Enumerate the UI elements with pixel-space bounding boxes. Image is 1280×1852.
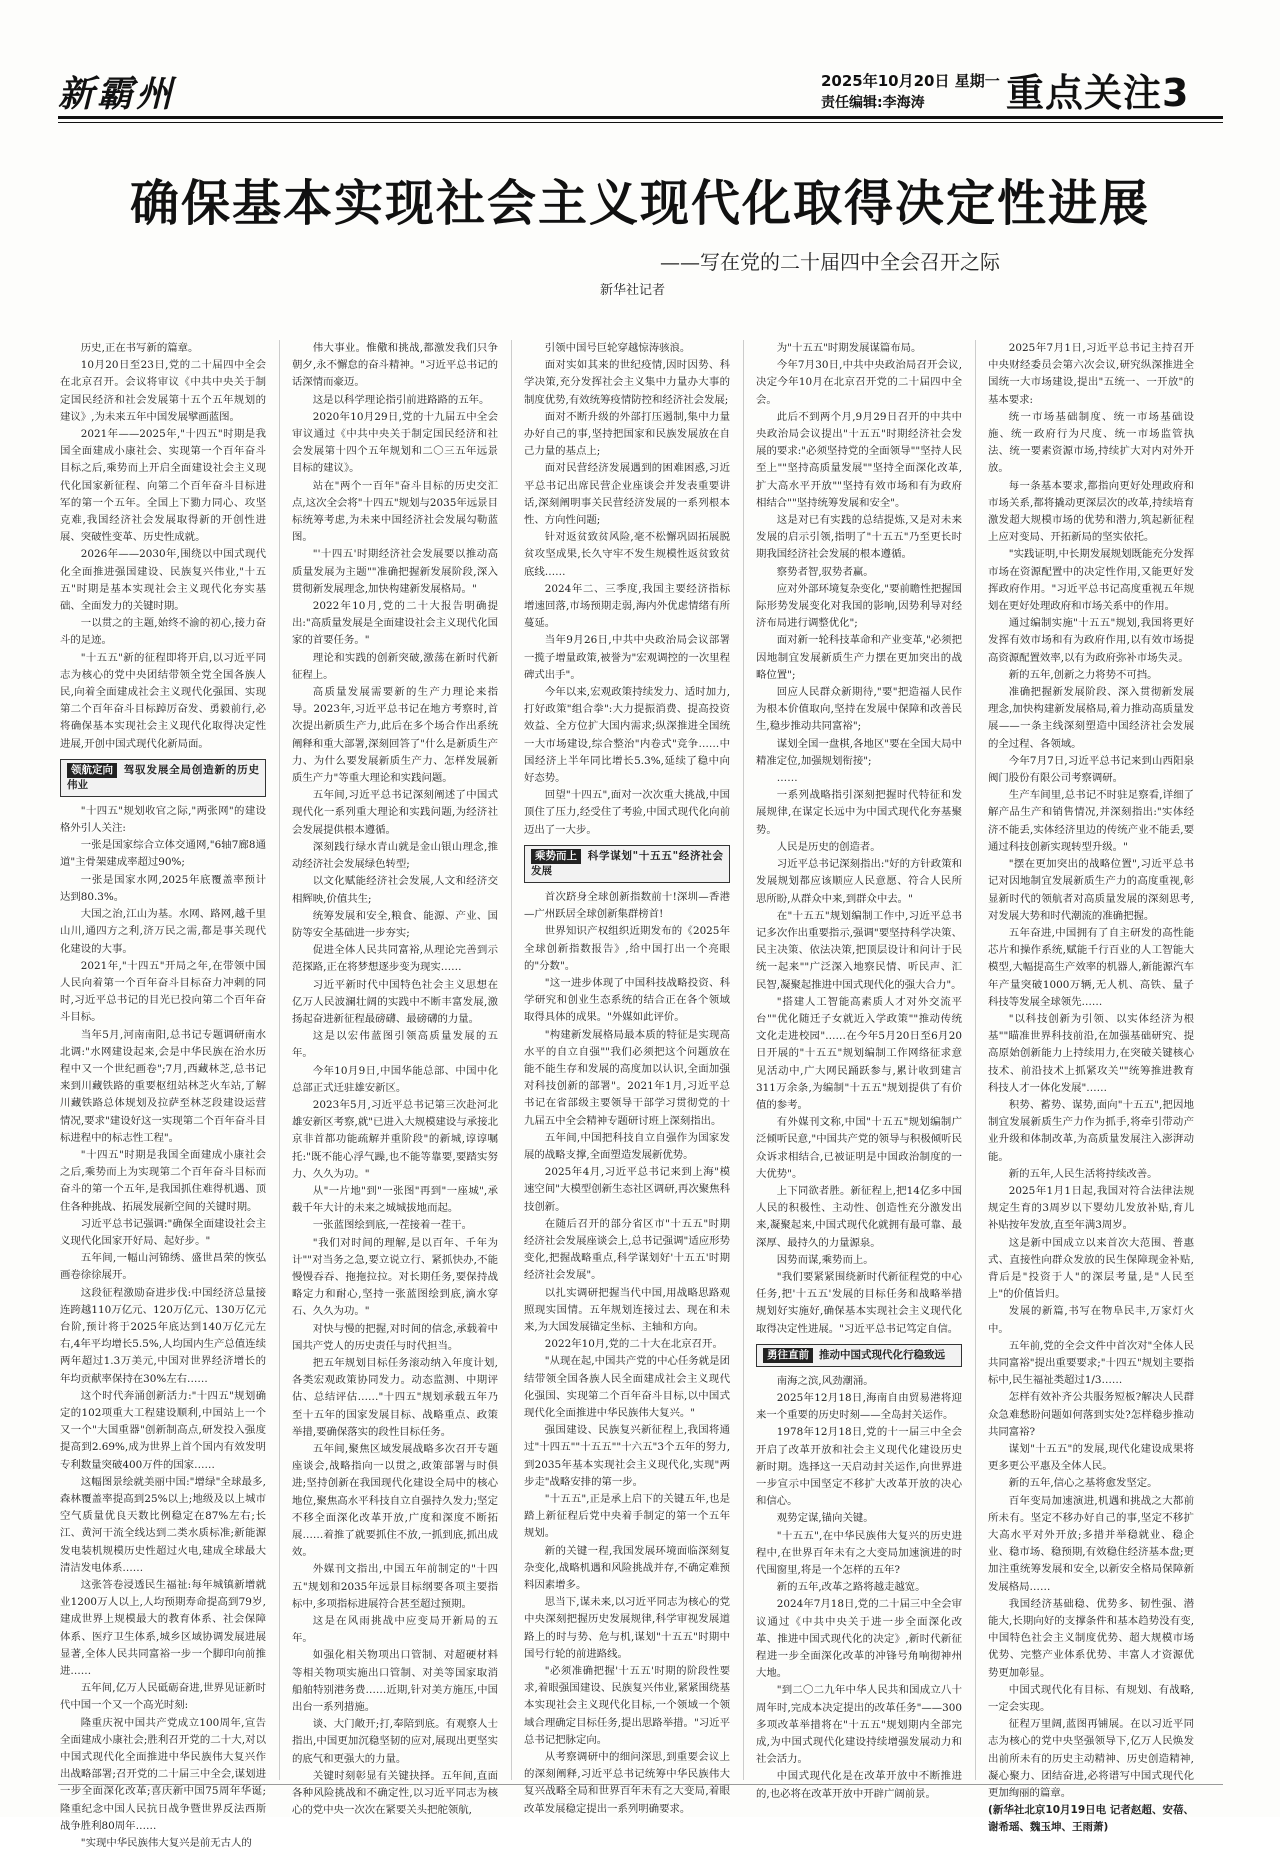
paragraph: "构建新发展格局最本质的特征是实现高水平的自立自强""我们必须把这个问题放在能不能生存和发展的高度加以认识,全面加强对科技创新的部署"。2021年1月,习近平总书记在省部级主要领导干部学习贯彻党的十九届五中全会精神专题研讨班上深刻指出。 xyxy=(524,1028,730,1127)
paragraph: 百年变局加速演进,机遇和挑战之大都前所未有。坚定不移办好自己的事,坚定不移扩大高水平对外开放;多措并举稳就业、稳企业、稳市场、稳预期,有效稳住经济基本盘;更加注重统筹发展和安全,以新安全格局保障新发展格局…… xyxy=(988,1494,1194,1593)
paragraph: 观势定谋,锚向关键。 xyxy=(776,1512,874,1525)
paragraph: 南海之滨,风劲潮涌。 xyxy=(776,1374,874,1387)
column-divider xyxy=(975,340,976,1780)
paragraph: 以文化赋能经济社会发展,人文和经济交相辉映,价值共生; xyxy=(292,875,498,905)
paragraph: "十五五",正是承上启下的关键五年,也是踏上新征程后党中央着手制定的第一个五年规划。 xyxy=(524,1493,730,1540)
paragraph: 对快与慢的把握,对时间的信念,承载着中国共产党人的历史责任与时代担当。 xyxy=(292,1322,498,1352)
paragraph: 2022年10月,党的二十大在北京召开。 xyxy=(544,1338,723,1351)
newspaper-logo: 新霸州 xyxy=(58,73,176,115)
paragraph: 从"一片地"到"一张图"再到"一座城",承载千年大计的未来之城城拔地而起。 xyxy=(292,1184,498,1215)
paragraph: 回应人民群众新期待,"要"把造福人民作为根本价值取向,坚持在发展中保障和改善民生,稳步推动共同富裕"; xyxy=(756,686,962,733)
paragraph: 把五年规划目标任务滚动纳入年度计划,各类宏观政策协同发力。动态监测、中期评估、总结评估……"十四五"规划承载五年乃至十五年的国家发展目标、战略重点、政策举措,要确保落实的段性目标任务。 xyxy=(292,1356,498,1438)
paragraph: 我国经济基础稳、优势多、韧性强、潜能大,长期向好的支撑条件和基本趋势没有变,中国特色社会主义制度优势、超大规模市场优势、完整产业体系优势、丰富人才资源优势更加彰显。 xyxy=(988,1597,1194,1679)
paragraph: 一张是国家水网,2025年底覆盖率预计达到80.3%。 xyxy=(60,873,266,903)
paragraph: 新的五年,信心之基将愈发坚定。 xyxy=(1008,1477,1158,1490)
paragraph: 大国之治,江山为基。水网、路网,越千里山川,通四方之利,济万民之需,都是事关现代化建设的大事。 xyxy=(60,908,266,955)
subheading-tag: 乘势而上 xyxy=(531,849,581,864)
paragraph: 深刻践行绿水青山就是金山银山理念,推动经济社会发展绿色转型; xyxy=(292,840,498,871)
paragraph: 征程万里阔,蓝图再铺展。在以习近平同志为核心的党中央坚强领导下,亿万人民焕发出前所未有的历史主动精神、历史创造精神,凝心聚力、团结奋进,必将谱写中国式现代化更加绚丽的篇章。 xyxy=(988,1718,1194,1800)
paragraph: 五年奋进,中国拥有了自主研发的高性能芯片和操作系统,赋能千行百业的人工智能大模型,大幅提高生产效率的机器人,新能源汽车年产量突破1000万辆,无人机、高铁、量子科技等发展全球领先…… xyxy=(988,926,1194,1008)
paragraph: "从现在起,中国共产党的中心任务就是团结带领全国各族人民全面建成社会主义现代化强国、实现第二个百年奋斗目标,以中国式现代化全面推进中华民族伟大复兴。" xyxy=(524,1355,730,1419)
text-column-2 xyxy=(292,340,498,1817)
paragraph: 2021年——2025年,"十四五"时期是我国全面建成小康社会、实现第一个百年奋斗目标之后,乘势而上开启全面建设社会主义现代化国家新征程、向第二个百年奋斗目标进军的第一个五年。全国上下勠力同心、攻坚克难,我国经济社会发展取得新的开创性进展、突破性变革、历史性成就。 xyxy=(60,428,266,544)
paragraph: 在随后召开的部分省区市"十五五"时期经济社会发展座谈会上,总书记强调"适应形势变化,把握战略重点,科学谋划好'十五五'时期经济社会发展"。 xyxy=(524,1217,730,1282)
paragraph: 习近平总书记强调:"确保全面建设社会主义现代化国家开好局、起好步。" xyxy=(60,1217,266,1247)
paragraph: 外媒刊文指出,中国五年前制定的"十四五"规划和2035年远景目标纲要各项主要指标中,多项指标进展符合甚至超过预期。 xyxy=(292,1563,498,1610)
paragraph: 从考察调研中的细问深思,到重要会议上的深刻阐释,习近平总书记统筹中华民族伟大复兴战略全局和世界百年未有之大变局,着眼改革发展稳定提出一系列明确要求。 xyxy=(524,1751,730,1815)
paragraph: 这个时代奔涌创新活力:"十四五"规划确定的102项重大工程建设顺利,中国站上一个又一个"大国重器"创新制高点,研发投入强度提高到2.69%,成为世界上首个国内有效发明专利数量突破400万件的国家…… xyxy=(60,1389,266,1471)
paragraph: 新的五年,创新之力将势不可挡。 xyxy=(1008,668,1158,681)
paragraph: 这是对已有实践的总结提炼,又是对未来发展的启示引领,指明了"十五五"乃至更长时期我国经济社会发展的根本遵循。 xyxy=(756,514,962,561)
paragraph: 历史,正在书写新的篇章。 xyxy=(80,342,199,354)
masthead-rule xyxy=(58,116,1223,119)
paragraph: 谋划"十五五"的发展,现代化建设成果将更多更公平惠及全体人民。 xyxy=(988,1443,1194,1473)
paragraph: 强国建设、民族复兴新征程上,我国将通过"十四五""十五五""十六五"3个五年的努力,到2035年基本实现社会主义现代化,实现"两步走"战略安排的第一步。 xyxy=(524,1424,730,1488)
paragraph: "十四五"规划收官之际,"两张网"的建设格外引人关注: xyxy=(60,804,266,835)
paragraph: 站在"两个一百年"奋斗目标的历史交汇点,这次全会将"十四五"规划与2035年远景目标统筹考虑,为未来中国经济社会发展勾勒蓝图。 xyxy=(292,479,498,544)
column-divider xyxy=(279,340,280,1780)
paragraph: 2022年10月,党的二十大报告明确提出:"高质量发展是全面建设社会主义现代化国家的首要任务。" xyxy=(292,600,498,647)
paragraph: 新的关键一程,我国发展环境面临深刻复杂变化,战略机遇和风险挑战并存,不确定难预料因素增多。 xyxy=(524,1544,730,1592)
article-subhead: ——写在党的二十届四中全会召开之际 xyxy=(660,250,1000,274)
paragraph: "这一进步体现了中国科技战略投资、科学研究和创业生态系统的结合正在各个领域取得具体的成果。"外媒如此评价。 xyxy=(524,976,730,1024)
paragraph: 谋划全国一盘棋,各地区"要在全国大局中精准定位,加强规划衔接"; xyxy=(756,737,962,767)
subheading-text: 驾驭发展全局创造新的历史伟业 xyxy=(67,763,259,791)
paragraph: 2025年4月,习近平总书记来到上海"模速空间"大模型创新生态社区调研,再次聚焦科技创新。 xyxy=(524,1166,730,1213)
footer-rule xyxy=(58,1784,1223,1785)
paragraph: 隆重庆祝中国共产党成立100周年,宣告全面建成小康社会;胜利召开党的二十大,对以中国式现代化全面推进中华民族伟大复兴作出战略部署;召开党的二十届三中全会,谋划进一步全面深化改革;喜庆新中国75周年华诞;隆重纪念中国人民抗日战争暨世界反法西斯战争胜利80周年…… xyxy=(60,1716,266,1832)
article-credit: (新华社北京10月19日电 记者赵超、安蓓、谢希瑶、魏玉坤、王雨萧) xyxy=(988,1804,1194,1834)
paragraph: 这张答卷浸透民生福祉:每年城镇新增就业1200万人以上,人均预期寿命提高到79岁,建成世界上规模最大的教育体系、社会保障体系、医疗卫生体系,城乡区域协调发展进展显著,全体人民共同富裕一步一个脚印向前推进…… xyxy=(60,1579,266,1678)
paragraph: 世界知识产权组织近期发布的《2025年全球创新指数报告》,给中国打出一个亮眼的"分数"。 xyxy=(524,925,730,972)
text-column-4 xyxy=(756,340,962,1800)
paragraph: 谈、大门敞开;打,奉陪到底。有观察人士指出,中国更加沉稳坚韧的应对,展现出更坚实的底气和更强大的力量。 xyxy=(292,1718,498,1765)
paragraph: 中国式现代化是在改革开放中不断推进的,也必将在改革开放中开辟广阔前景。 xyxy=(756,1770,962,1800)
paragraph: "实践证明,中长期发展规划既能充分发挥市场在资源配置中的决定性作用,又能更好发挥政府作用。"习近平总书记高度重视五年规划在更好处理政府和市场关系中的作用。 xyxy=(988,548,1194,613)
paragraph: 这是以科学理论指引前进路路的五年。 xyxy=(312,393,490,406)
text-column-1 xyxy=(60,340,266,1850)
paragraph: 当年5月,河南南阳,总书记专题调研南水北调:"水网建设起来,会是中华民族在治水历程中又一个世纪画卷";7月,西藏林芝,总书记来到川藏铁路的重要枢纽站林芝火车站,了解川藏铁路总体规划及拉萨至林芝段建设运营情况,要求"建设好这一实现第二个百年奋斗目标进程中的标志性工程"。 xyxy=(60,1028,266,1144)
paragraph: "十五五",在中华民族伟大复兴的历史进程中,在世界百年未有之大变局加速演进的时代围窗里,将是一个怎样的五年? xyxy=(756,1529,962,1577)
paragraph: "摆在更加突出的战略位置",习近平总书记对因地制宜发展新质生产力的高度重视,彰显新时代的领航者对高质量发展的深刻思考,对发展大势和时代潮流的准确把握。 xyxy=(988,858,1194,922)
paragraph: 2024年7月18日,党的二十届三中全会审议通过《中共中央关于进一步全面深化改革、推进中国式现代化的决定》,新时代新征程进一步全面深化改革的冲锋号角响彻神州大地。 xyxy=(756,1598,962,1680)
paragraph: 2025年1月1日起,我国对符合法律法规规定生育的3周岁以下婴幼儿发放补贴,育儿补贴按年发放,直至年满3周岁。 xyxy=(988,1184,1194,1232)
paragraph: 2021年,"十四五"开局之年,在带领中国人民向着第一个百年奋斗目标奋力冲刺的同时,习近平总书记的目光已投向第二个百年奋斗目标。 xyxy=(60,959,266,1024)
section-title: 重点关注3 xyxy=(1006,71,1190,115)
paragraph: 有外媒刊文称,中国"十五五"规划编制广泛倾听民意,"中国共产党的领导与积极倾听民众诉求相结合,已被证明是中国政治制度的一大优势"。 xyxy=(756,1116,962,1180)
subheading-text: 科学谋划"十五五"经济社会发展 xyxy=(531,849,723,877)
subheading-tag: 勇往直前 xyxy=(763,1348,813,1363)
paragraph: 1978年12月18日,党的十一届三中全会开启了改革开放和社会主义现代化建设历史新时期。选择这一天启动封关运作,向世界进一步宣示中国坚定不移扩大改革开放的决心和信心。 xyxy=(756,1426,962,1508)
section-subheading xyxy=(60,759,266,797)
paragraph: 习近平总书记深刻指出:"好的方针政策和发展规划都应该顺应人民意愿、符合人民所思所盼,从群众中来,到群众中去。" xyxy=(756,858,962,905)
paragraph: 面对民营经济发展遇到的困难困惑,习近平总书记出席民营企业座谈会并发表重要讲话,深刻阐明事关民营经济发展的一系列根本性、方向性问题; xyxy=(524,462,730,527)
paragraph: 一以贯之的主题,始终不渝的初心,接力奋斗的足迹。 xyxy=(60,617,266,647)
paragraph: 面对不断升级的外部打压遏制,集中力量办好自己的事,坚持把国家和民族发展放在自己力量的基点上; xyxy=(524,410,730,458)
paragraph: 积势、蓄势、谋势,面向"十五五",把因地制宜发展新质生产力作为抓手,将牵引带动产业升级和体制改革,为高质量发展注入澎湃动能。 xyxy=(988,1098,1194,1163)
paragraph: "到二〇二九年中华人民共和国成立八十周年时,完成本决定提出的改革任务"——300多项改革举措将在"十五五"规划期内全部完成,为中国式现代化建设持续增强发展动力和社会活力。 xyxy=(756,1684,962,1766)
paragraph: 为"十五五"时期发展谋篇布局。 xyxy=(776,342,922,354)
paragraph: 这是以宏伟蓝图引领高质量发展的五年。 xyxy=(292,1030,498,1060)
paragraph: 以扎实调研把握当代中国,用战略思路观照现实国情。五年规划连接过去、现在和未来,为大国发展锚定坐标、主轴和方向。 xyxy=(524,1286,730,1333)
paragraph: 今年7月30日,中共中央政治局召开会议,决定今年10月在北京召开党的二十届四中全会。 xyxy=(756,359,962,406)
paragraph: "必须准确把握'十五五'时期的阶段性要求,着眼强国建设、民族复兴伟业,紧紧围绕基本实现社会主义现代化目标,一个领域一个领域合理确定目标任务,提出思路举措。"习近平总书记把脉定向。 xyxy=(524,1665,730,1746)
paragraph: 如强化相关物项出口管制、对超硬材料等相关物项实施出口管制、对美等国家取消船舶特别港务费……近期,针对美方施压,中国出台一系列措施。 xyxy=(292,1649,498,1714)
paragraph: 五年前,党的全会文件中首次对"全体人民共同富裕"提出重要要求;"十四五"规划主要指标中,民生福祉类超过1/3…… xyxy=(988,1339,1194,1387)
paragraph: "搭建人工智能高素质人才对外交流平台""优化随迁子女就近入学政策""推动传统文化走进校园"……在今年5月20日至6月20日开展的"十五五"规划编制工作网络征求意见活动中,广大网民踊跃参与,累计收到建言311万余条,为编制"十五五"规划提供了有价值的参考。 xyxy=(756,995,962,1111)
paragraph: 一系列战略指引深刻把握时代特征和发展规律,在谋定长远中为中国式现代化夯基聚势。 xyxy=(756,789,962,836)
paragraph: 统一市场基础制度、统一市场基础设施、统一政府行为尺度、统一市场监管执法、统一要素资源市场,持续扩大对内对外开放。 xyxy=(988,410,1194,475)
paragraph: 这是新中国成立以来首次大范围、普惠式、直接性向群众发放的民生保障现金补贴,背后是"投资于人"的深层考量,是"人民至上"的价值旨归。 xyxy=(988,1236,1194,1301)
paragraph: 这是在风雨挑战中应变局开新局的五年。 xyxy=(292,1615,498,1645)
paragraph: 今年以来,宏观政策持续发力、适时加力,打好政策"组合拳":大力提振消费、提高投资效益、全方位扩大国内需求;纵深推进全国统一大市场建设,综合整治"内卷式"竞争……中国经济上半年同比增长5.3%,延续了稳中向好态势。 xyxy=(524,686,730,785)
paragraph: 发展的新篇,书写在物阜民丰,万家灯火中。 xyxy=(988,1305,1194,1335)
paragraph: 五年间,习近平总书记深刻阐述了中国式现代化一系列重大理论和实践问题,为经济社会发展提供根本遵循。 xyxy=(292,789,498,836)
paragraph: "十四五"时期是我国全面建成小康社会之后,乘势而上为实现第二个百年奋斗目标而奋斗的第一个五年,是我国抓住难得机遇、顶住各种挑战、拓展发展新空间的关键时期。 xyxy=(60,1148,266,1213)
paragraph: 五年间,一幅山河锦绣、盛世昌荣的恢弘画卷徐徐展开。 xyxy=(60,1252,266,1282)
paragraph: 面对实如其来的世纪疫情,因时因势、科学决策,充分发挥社会主义集中力量办大事的制度优势,有效统筹疫情防控和经济社会发展; xyxy=(524,359,730,406)
paragraph: "我们要紧紧围绕新时代新征程党的中心任务,把'十五五'发展的目标任务和战略举措规划好实施好,确保基本实现社会主义现代化取得决定性进展。"习近平总书记笃定自信。 xyxy=(756,1270,962,1335)
paragraph: 促进全体人民共同富裕,从理论完善到示范探路,正在将梦想逐步变为现实…… xyxy=(292,944,498,974)
paragraph: 这段征程激励奋进步伐:中国经济总量接连跨越110万亿元、120万亿元、130万亿元台阶,预计将于2025年底达到140万亿元左右,4年平均增长5.5%,人均国内生产总值连续两年超过1.3万美元,中国对世界经济增长的年均贡献率保持在30%左右…… xyxy=(60,1286,266,1385)
paragraph: 新的五年,人民生活将持续改善。 xyxy=(1008,1167,1158,1180)
paragraph: 2025年12月18日,海南自由贸易港将迎来一个重要的历史时刻——全岛封关运作。 xyxy=(756,1391,962,1422)
paragraph: 察势者智,驭势者赢。 xyxy=(776,565,874,578)
paragraph: 理论和实践的创新突破,激荡在新时代新征程上。 xyxy=(292,651,498,681)
masthead-rule-thin xyxy=(58,122,1223,123)
paragraph: "以科技创新为引领、以实体经济为根基""瞄准世界科技前沿,在加强基础研究、提高原始创新能力上持续用力,在突破关键核心技术、前沿技术上抓紧攻关""统筹推进教育科技人才一体化发展"…… xyxy=(988,1012,1194,1094)
paragraph: 关键时刻彰显有关键抉择。五年间,直面各种风险挑战和不确定性,以习近平同志为核心的党中央一次次在紧要关头把舵领航, xyxy=(292,1769,498,1817)
paragraph: 怎样有效补齐公共服务短板?解决人民群众急难愁盼问题如何落到实处?怎样稳步推动共同富裕? xyxy=(988,1391,1194,1438)
paragraph: "十五五"新的征程即将开启,以习近平同志为核心的党中央团结带领全党全国各族人民,向着全面建成社会主义现代化强国、实现第二个百年奋斗目标踔厉奋发、勇毅前行,必将确保基本实现社会主义现代化取得决定性进展,开创中国式现代化新局面。 xyxy=(60,651,266,750)
issue-date: 2025年10月20日 星期一 xyxy=(821,72,1000,90)
article-headline: 确保基本实现社会主义现代化取得决定性进展 xyxy=(129,175,1150,232)
paragraph: 上下同欲者胜。新征程上,把14亿多中国人民的积极性、主动性、创造性充分激发出来,凝聚起来,中国式现代化就拥有最可靠、最深厚、最持久的力量源泉。 xyxy=(756,1184,962,1249)
paragraph: 2026年——2030年,围绕以中国式现代化全面推进强国建设、民族复兴伟业,"十五五"时期是基本实现社会主义现代化夯实基础、全面发力的关键时期。 xyxy=(60,548,266,613)
paragraph: …… xyxy=(776,772,798,785)
paragraph: 每一条基本要求,都指向更好处理政府和市场关系,都将撬动更深层次的改革,持续培育激发超大规模市场的优势和潜力,筑起新征程上应对变局、开拓新局的坚实依托。 xyxy=(988,479,1194,544)
article-byline: 新华社记者 xyxy=(600,283,666,298)
paragraph: 统筹发展和安全,粮食、能源、产业、国防等安全基础进一步夯实; xyxy=(292,909,498,939)
masthead xyxy=(58,62,1223,114)
section-subheading xyxy=(524,845,730,883)
column-divider xyxy=(511,340,512,1780)
paragraph: "'十四五'时期经济社会发展要以推动高质量发展为主题""准确把握新发展阶段,深入贯彻新发展理念,加快构建新发展格局。" xyxy=(292,548,498,595)
paragraph: 今年7月7日,习近平总书记来到山西阳泉阀门股份有限公司考察调研。 xyxy=(988,754,1194,785)
paragraph: 五年间,亿万人民砥砺奋进,世界见证新时代中国一个又一个高光时刻: xyxy=(60,1682,266,1712)
subheading-tag: 领航定向 xyxy=(67,763,117,778)
paragraph: 生产车间里,总书记不时驻足察看,详细了解产品生产和销售情况,并深刻指出:"实体经济不能丢,实体经济里边的传统产业不能丢,要通过科技创新实现转型升级。" xyxy=(988,789,1194,853)
paragraph: 高质量发展需要新的生产力理论来指导。2023年,习近平总书记在地方考察时,首次提出新质生产力,此后在多个场合作出系统阐释和重大部署,深刻回答了"什么是新质生产力、为什么要发展新质生产力、怎样发展新质生产力"等重大理论和实践问题。 xyxy=(292,686,498,785)
text-column-5 xyxy=(988,340,1194,1834)
paragraph: 通过编制实施"十五五"规划,我国将更好发挥有效市场和有为政府作用,以有效市场提高资源配置效率,以有为政府弥补市场失灵。 xyxy=(988,617,1194,664)
paragraph: 伟大事业。惟儆和挑战,都激发我们只争朝夕,永不懈怠的奋斗精神。"习近平总书记的话深情而豪迈。 xyxy=(292,342,498,389)
paragraph: 中国式现代化有目标、有规划、有战略,一定会实现。 xyxy=(988,1683,1194,1714)
paragraph: 准确把握新发展阶段、深入贯彻新发展理念,加快构建新发展格局,着力推动高质量发展——一条主线深刻塑造中国经济社会发展的全过程、各领域。 xyxy=(988,686,1194,750)
paragraph: 2020年10月29日,党的十九届五中全会审议通过《中共中央关于制定国民经济和社会发展第十四个五年规划和二〇三五年远景目标的建议》。 xyxy=(292,410,498,475)
paragraph: 在"十五五"规划编制工作中,习近平总书记多次作出重要指示,强调"要坚持科学决策、民主决策、依法决策,把顶层设计和问计于民统一起来""广泛深入地察民情、听民声、汇民智,凝聚起推进中国式现代化的强大合力"。 xyxy=(756,909,962,991)
paragraph: 思当下,谋未来,以习近平同志为核心的党中央深刻把握历史发展规律,科学审视发展道路上的时与势、危与机,谋划"十五五"时期中国号行轮的前进路线。 xyxy=(524,1596,730,1660)
paragraph: 当年9月26日,中共中央政治局会议部署一揽子增量政策,被誉为"宏观调控的一次里程碑式出手"。 xyxy=(524,634,730,681)
subheading-text: 推动中国式现代化行稳致远 xyxy=(819,1348,945,1361)
paragraph: 面对新一轮科技革命和产业变革,"必须把因地制宜发展新质生产力摆在更加突出的战略位置"; xyxy=(756,634,962,681)
column-divider xyxy=(743,340,744,1780)
paragraph: 五年间,中国把科技自立自强作为国家发展的战略支撑,全面塑造发展新优势。 xyxy=(524,1131,730,1161)
paragraph: 五年间,聚焦区域发展战略多次召开专题座谈会,战略指向一以贯之,政策部署与时俱进;坚持创新在我国现代化建设全局中的核心地位,聚焦高水平科技自立自强持久发力;坚定不移全面深化改革开放,广度和深度不断拓展……着推了就要抓住不放,一抓到底,抓出成效。 xyxy=(292,1443,498,1559)
paragraph: 首次跻身全球创新指数前十!深圳—香港—广州跃居全球创新集群榜首! xyxy=(524,890,730,921)
paragraph: 这幅图景绘就美丽中国:"增绿"全球最多,森林覆盖率提高到25%以上;地级及以上城市空气质量优良天数比例稳定在87%左右;长江、黄河干流全线达到二类水质标准;新能源发电装机规模历史性超过火电,建成全球最大清洁发电体系…… xyxy=(60,1475,266,1574)
paragraph: 此后不到两个月,9月29日召开的中共中央政治局会议提出"十五五"时期经济社会发展的要求:"必须坚持党的全面领导""坚持人民至上""坚持高质量发展""坚持全面深化改革,扩大高水平开放""坚持有效市场和有为政府相结合""坚持统筹发展和安全"。 xyxy=(756,410,962,509)
paragraph: 针对返贫致贫风险,毫不松懈巩固拓展脱贫攻坚成果,长久守牢不发生规模性返贫致贫底线…… xyxy=(524,531,730,578)
text-column-3 xyxy=(524,340,730,1815)
paragraph: 新的五年,改革之路将越走越宽。 xyxy=(776,1581,926,1594)
paragraph: 一张是国家综合立体交通网,"6轴7廊8通道"主骨架建成率超过90%; xyxy=(60,839,266,869)
paragraph: 今年10月9日,中国华能总部、中国中化总部正式迁驻雄安新区。 xyxy=(292,1064,498,1094)
paragraph: 10月20日至23日,党的二十届四中全会在北京召开。会议将审议《中共中央关于制定国民经济和社会发展第十五个五年规划的建议》,为未来五年中国发展擘画蓝图。 xyxy=(60,359,266,423)
paragraph: 2025年7月1日,习近平总书记主持召开中央财经委员会第六次会议,研究纵深推进全国统一大市场建设,提出"五统一、一开放"的基本要求: xyxy=(988,342,1194,406)
paragraph: 因势而谋,乘势而上。 xyxy=(776,1253,874,1266)
section-subheading xyxy=(756,1344,962,1367)
paragraph: 应对外部环境复杂变化,"要前瞻性把握国际形势发展变化对我国的影响,因势利导对经济布局进行调整优化"; xyxy=(756,582,962,630)
responsible-editor: 责任编辑:李海涛 xyxy=(821,95,925,111)
paragraph: "我们对时间的理解,是以百年、千年为计""对当务之急,要立说立行、紧抓快办,不能慢慢吞吞、拖拖拉拉。对长期任务,要保持战略定力和耐心,坚持一张蓝图绘到底,滴水穿石、久久为功。" xyxy=(292,1236,498,1318)
paragraph: 人民是历史的创造者。 xyxy=(776,840,881,853)
paragraph: "实现中华民族伟大复兴是前无古人的 xyxy=(80,1837,252,1850)
paragraph: 习近平新时代中国特色社会主义思想在亿万人民波澜壮阔的实践中不断丰富发展,激扬起奋进新征程最磅礴、最磅礴的力量。 xyxy=(292,978,498,1025)
paragraph: 回望"十四五",面对一次次重大挑战,中国顶住了压力,经受住了考验,中国式现代化向前迈出了一大步。 xyxy=(524,789,730,836)
paragraph: 引领中国号巨轮穿越惊涛骇浪。 xyxy=(544,342,691,354)
paragraph: 2024年二、三季度,我国主要经济指标增速回落,市场预期走弱,海内外优虑情绪有所蔓延。 xyxy=(524,582,730,630)
paragraph: 2023年5月,习近平总书记第三次赴河北雄安新区考察,就"已进入大规模建设与承接北京非首都功能疏解并重阶段"的新城,谆谆嘱托:"既不能心浮气躁,也不能等靠要,要踏实努力、久久为功。" xyxy=(292,1098,498,1180)
paragraph: 一张蓝图绘到底,一茬接着一茬干。 xyxy=(312,1219,472,1232)
